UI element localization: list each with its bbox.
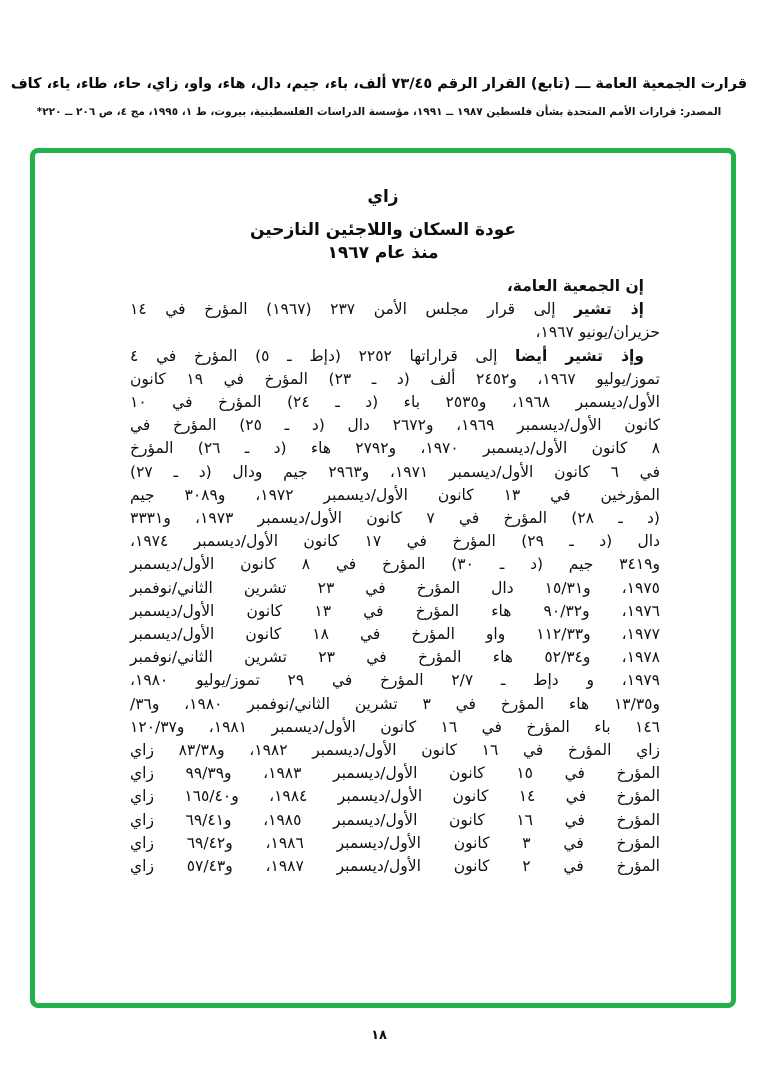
body-line: ١٩٧٦، و٩٠/٣٢ هاء المؤرخ في ١٣ كانون الأول/ديسمبر (130, 601, 660, 620)
body-line: و١٣/٣٥ هاء المؤرخ في ٣ تشرين الثاني/نوفمبر ١٩٨٠، و٣٦/ (130, 694, 660, 713)
body-line: المؤرخ في ٢ كانون الأول/ديسمبر ١٩٨٧، و٥٧/٤٣ زاي (130, 857, 660, 876)
section-letter: زاي (367, 187, 399, 207)
body-line: في ٦ كانون الأول/ديسمبر ١٩٧١، و٢٩٦٣ جيم ودال (د ـ ٢٧) (130, 462, 661, 481)
body-line: وإذ تشير أيضا إلى قراراتها ٢٢٥٢ (دإط ـ ٥) المؤرخ في ٤ (130, 346, 644, 365)
body-line: ١٤٦ باء المؤرخ في ١٦ كانون الأول/ديسمبر ١٩٨١، و١٢٠/٣٧ (130, 717, 661, 736)
body-line: و٣٤١٩ جيم (د ـ ٣٠) المؤرخ في ٨ كانون الأول/ديسمبر (130, 555, 660, 574)
body-line: المؤرخ في ٣ كانون الأول/ديسمبر ١٩٨٦، و٦٩/٤٢ زاي (130, 833, 660, 852)
resolution-body (35, 275, 731, 878)
body-line: المؤرخ في ١٦ كانون الأول/ديسمبر ١٩٨٥، و٦٩/٤١ زاي (130, 810, 661, 829)
body-line: (د ـ ٢٨) المؤرخ في ٧ كانون الأول/ديسمبر ١٩٧٣، و٣٣٣١ (130, 509, 660, 528)
page-number: ١٨ (371, 1028, 387, 1043)
resolution-box (30, 148, 736, 1008)
body-line: المؤرخ في ١٥ كانون الأول/ديسمبر ١٩٨٣، و٩٩/٣٩ زاي (130, 764, 661, 783)
body-line: إذ تشير إلى قرار مجلس الأمن ٢٣٧ (١٩٦٧) المؤرخ في ١٤ (130, 300, 644, 319)
body-line: ١٩٧٧، و١١٢/٣٣ واو المؤرخ في ١٨ كانون الأول/ديسمبر (130, 625, 660, 644)
body-line: حزيران/يونيو ١٩٦٧، (535, 323, 660, 342)
body-line: كانون الأول/ديسمبر ١٩٦٩، و٢٦٧٢ دال (د ـ ٢٥) المؤرخ في (130, 416, 660, 435)
body-line: ٨ كانون الأول/ديسمبر ١٩٧٠، و٢٧٩٢ هاء (د ـ ٢٦) المؤرخ (130, 439, 661, 458)
body-line: ١٩٧٥، و١٥/٣١ دال المؤرخ في ٢٣ تشرين الثاني/نوفمبر (130, 578, 660, 597)
resolution-title: عودة السكان واللاجئين النازحين (250, 220, 516, 240)
body-line: ١٩٧٨، و٥٢/٣٤ هاء المؤرخ في ٢٣ تشرين الثاني/نوفمبر (130, 648, 660, 667)
header-title: قرارت الجمعية العامة ـــ (تابع) القرار الرقم ٧٣/٤٥ ألف، باء، جيم، دال، هاء، واو، زاي، حاء، طاء، ياء، كاف (10, 76, 748, 92)
body-line: تموز/يوليو ١٩٦٧، و٢٤٥٢ ألف (د ـ ٢٣) المؤرخ في ١٩ كانون (130, 369, 660, 388)
body-line: ١٩٧٩، و دإط ـ ٢/٧ المؤرخ في ٢٩ تموز/يوليو ١٩٨٠، (130, 671, 661, 690)
body-line: المؤرخ في ١٤ كانون الأول/ديسمبر ١٩٨٤، و١٦٥/٤٠ زاي (130, 787, 660, 806)
body-line: الأول/ديسمبر ١٩٦٨، و٢٥٣٥ باء (د ـ ٢٤) المؤرخ في ١٠ (130, 393, 660, 412)
body-line: المؤرخين في ١٣ كانون الأول/ديسمبر ١٩٧٢، و٣٠٨٩ جيم (130, 485, 660, 504)
body-line: إن الجمعية العامة، (506, 277, 644, 295)
header-source: المصدر: قرارات الأمم المتحدة بشأن فلسطين ١٩٨٧ ــ ١٩٩١، مؤسسة الدراسات الفلسطينية، بيروت، ط ١، ١٩٩٥، مج ٤، ص ٢٠٦ ــ ٢٢٠* (36, 106, 722, 118)
body-line: زاي المؤرخ في ١٦ كانون الأول/ديسمبر ١٩٨٢، و٨٣/٣٨ زاي (130, 741, 660, 760)
resolution-subtitle: منذ عام ١٩٦٧ (327, 243, 439, 263)
body-line: دال (د ـ ٢٩) المؤرخ في ١٧ كانون الأول/ديسمبر ١٩٧٤، (130, 532, 660, 551)
